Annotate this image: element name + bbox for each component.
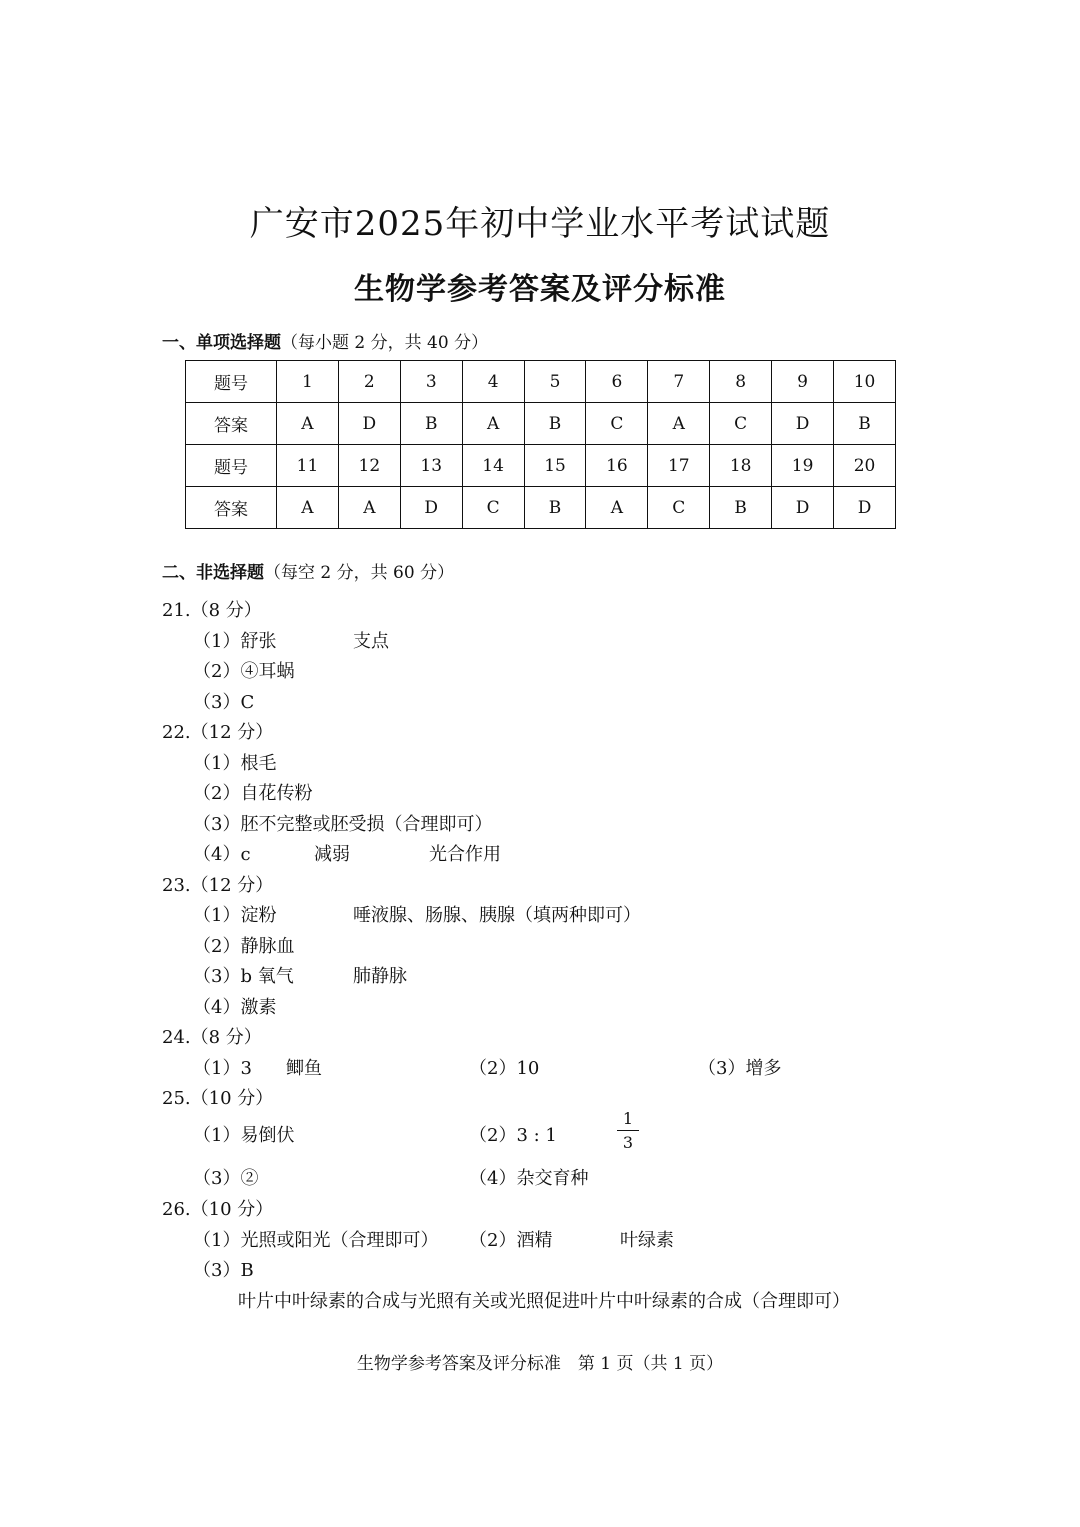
table-cell: B — [524, 487, 586, 529]
table-cell: A — [648, 403, 710, 445]
table-row-label: 题号 — [186, 445, 277, 487]
q25-head: 25.（10 分） — [162, 1088, 274, 1109]
q23-answer-2: （2）静脉血 — [193, 936, 295, 957]
q21-answer-2: （2）④耳蜗 — [193, 661, 295, 682]
page-subtitle: 生物学参考答案及评分标准 — [354, 272, 726, 307]
q25-answer-2: （2）3 : 1 — [469, 1125, 557, 1146]
table-cell: 6 — [586, 361, 648, 403]
fraction-bar — [617, 1130, 639, 1131]
table-cell: A — [338, 487, 400, 529]
section2-title: 二、非选择题 — [162, 563, 264, 583]
section1-note: （每小题 2 分，共 40 分） — [281, 333, 489, 353]
q26-answer-2b: 叶绿素 — [620, 1230, 674, 1251]
q21-answer-1b: 支点 — [353, 631, 389, 652]
table-cell: 10 — [834, 361, 896, 403]
q22-answer-3: （3）胚不完整或胚受损（合理即可） — [193, 814, 493, 835]
q21-answer-3: （3）C — [193, 692, 255, 713]
table-cell: 19 — [772, 445, 834, 487]
table-cell: 3 — [400, 361, 462, 403]
q22-answer-2: （2）自花传粉 — [193, 783, 313, 804]
table-cell: B — [400, 403, 462, 445]
q21-head: 21.（8 分） — [162, 600, 262, 621]
q25-answer-1: （1）易倒伏 — [193, 1125, 295, 1146]
q22-answer-4c: 光合作用 — [429, 844, 501, 865]
table-cell: 17 — [648, 445, 710, 487]
table-cell: 5 — [524, 361, 586, 403]
q22-answer-4: （4）c — [193, 844, 251, 865]
table-cell: A — [277, 403, 339, 445]
q22-answer-4b: 减弱 — [314, 844, 350, 865]
table-cell: C — [648, 487, 710, 529]
table-cell: D — [772, 487, 834, 529]
table-cell: 20 — [834, 445, 896, 487]
table-cell: D — [338, 403, 400, 445]
q24-head: 24.（8 分） — [162, 1027, 262, 1048]
table-cell: 1 — [277, 361, 339, 403]
table-cell: 2 — [338, 361, 400, 403]
table-cell: A — [462, 403, 524, 445]
q23-answer-3b: 肺静脉 — [353, 966, 407, 987]
table-cell: B — [834, 403, 896, 445]
table-row — [186, 445, 896, 487]
table-row — [186, 361, 896, 403]
q25-answer-3: （3）② — [193, 1168, 259, 1189]
q26-head: 26.（10 分） — [162, 1199, 274, 1220]
q24-answer-1b: 鲫鱼 — [286, 1058, 322, 1079]
table-cell: 14 — [462, 445, 524, 487]
table-cell: 11 — [277, 445, 339, 487]
q26-answer-3b: 叶片中叶绿素的合成与光照有关或光照促进叶片中叶绿素的合成（合理即可） — [238, 1291, 850, 1312]
q23-answer-1b: 唾液腺、肠腺、胰腺（填两种即可） — [353, 905, 641, 926]
table-row — [186, 487, 896, 529]
table-cell: 9 — [772, 361, 834, 403]
table-cell: B — [710, 487, 772, 529]
table-cell: 15 — [524, 445, 586, 487]
q21-answer-1: （1）舒张 — [193, 631, 277, 652]
table-cell: 8 — [710, 361, 772, 403]
q26-answer-1: （1）光照或阳光（合理即可） — [193, 1230, 439, 1251]
q23-answer-4: （4）激素 — [193, 997, 277, 1018]
table-cell: 13 — [400, 445, 462, 487]
table-cell: A — [586, 487, 648, 529]
section1-title: 一、单项选择题 — [162, 333, 281, 353]
table-row-label: 答案 — [186, 403, 277, 445]
q23-answer-1: （1）淀粉 — [193, 905, 277, 926]
q22-answer-1: （1）根毛 — [193, 753, 277, 774]
table-cell: 18 — [710, 445, 772, 487]
table-row-label: 题号 — [186, 361, 277, 403]
section2-heading — [162, 558, 454, 583]
table-row-label: 答案 — [186, 487, 277, 529]
q22-head: 22.（12 分） — [162, 722, 274, 743]
section1-heading — [162, 328, 488, 353]
table-cell: 7 — [648, 361, 710, 403]
answer-table — [185, 360, 896, 529]
q25-fraction — [617, 1109, 639, 1152]
table-cell: D — [772, 403, 834, 445]
q24-answer-2: （2）10 — [469, 1058, 540, 1079]
table-cell: A — [277, 487, 339, 529]
q23-answer-3: （3）b 氧气 — [193, 966, 294, 987]
q26-answer-3: （3）B — [193, 1260, 254, 1281]
table-cell: D — [400, 487, 462, 529]
q26-answer-2: （2）酒精 — [469, 1230, 553, 1251]
fraction-denominator: 3 — [622, 1133, 634, 1152]
q23-head: 23.（12 分） — [162, 875, 274, 896]
table-cell: 4 — [462, 361, 524, 403]
section2-note: （每空 2 分，共 60 分） — [264, 563, 455, 583]
table-cell: C — [586, 403, 648, 445]
table-cell: 12 — [338, 445, 400, 487]
table-cell: C — [710, 403, 772, 445]
table-cell: B — [524, 403, 586, 445]
q24-answer-3: （3）增多 — [698, 1058, 782, 1079]
fraction-numerator: 1 — [622, 1109, 634, 1128]
table-cell: 16 — [586, 445, 648, 487]
table-cell: C — [462, 487, 524, 529]
q24-answer-1: （1）3 — [193, 1058, 252, 1079]
table-row — [186, 403, 896, 445]
table-cell: D — [834, 487, 896, 529]
page-footer: 生物学参考答案及评分标准 第 1 页（共 1 页） — [356, 1354, 724, 1374]
q25-answer-4: （4）杂交育种 — [469, 1168, 589, 1189]
page-title: 广安市2025年初中学业水平考试试题 — [249, 204, 831, 244]
